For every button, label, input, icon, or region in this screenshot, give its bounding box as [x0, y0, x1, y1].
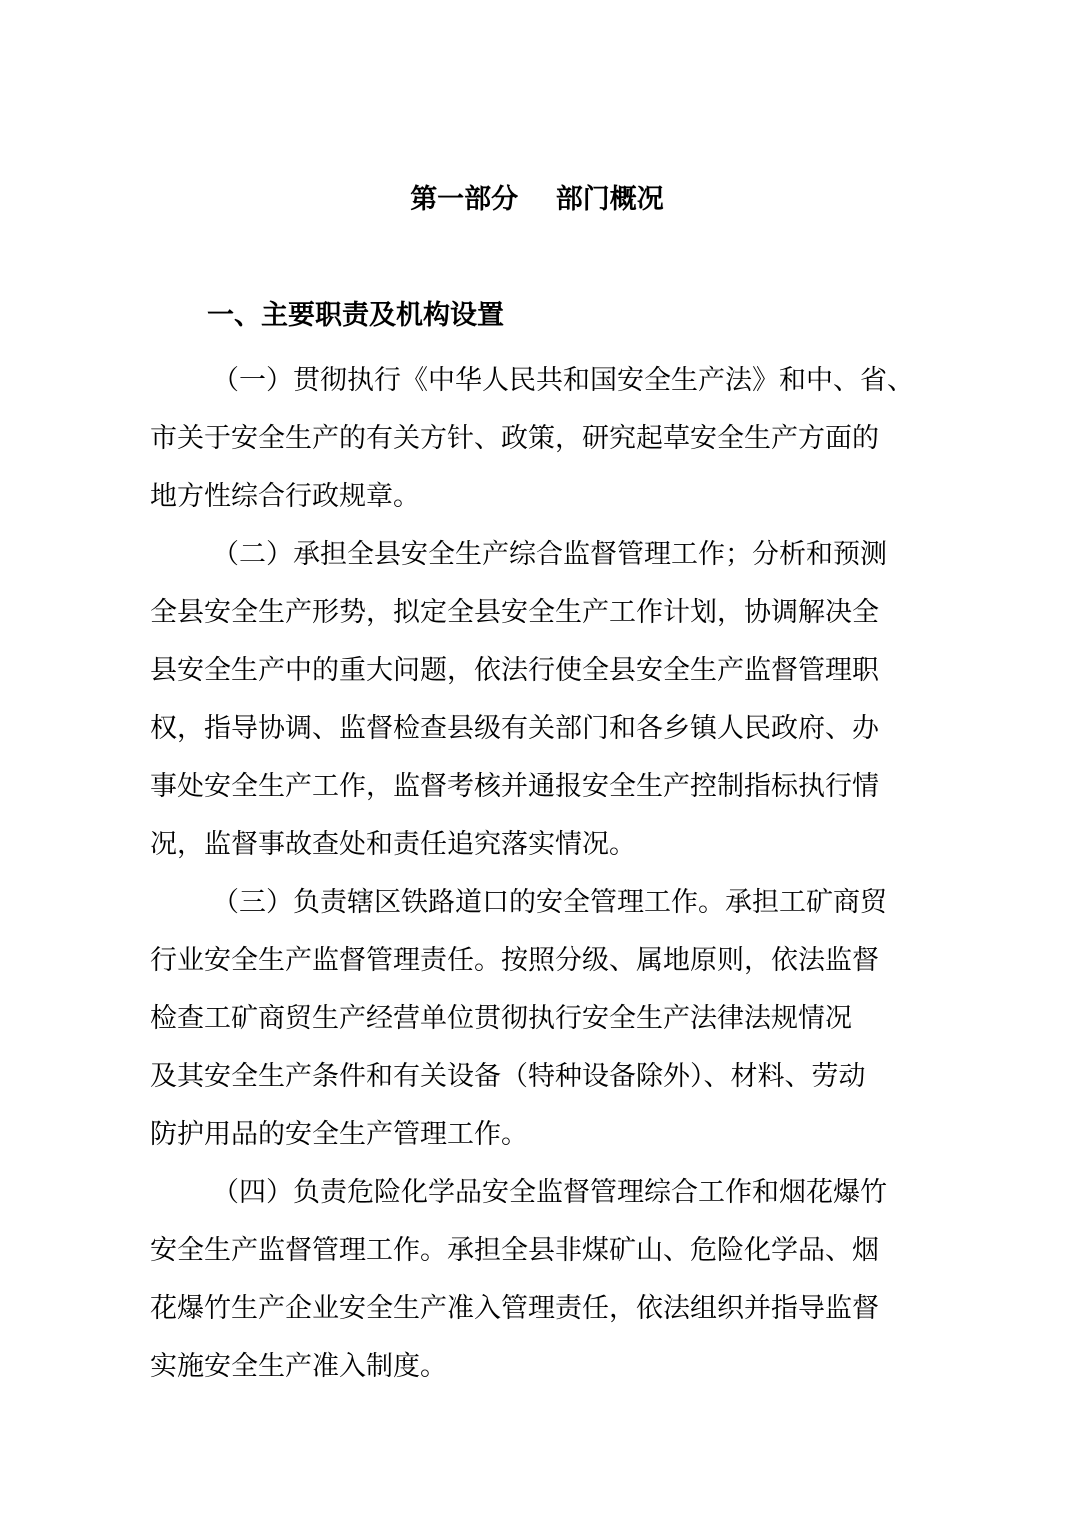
paragraph-line: 检查工矿商贸生产经营单位贯彻执行安全生产法律法规情况: [150, 1003, 852, 1034]
paragraph-line: 权，指导协调、监督检查县级有关部门和各乡镇人民政府、办: [150, 713, 879, 744]
paragraph-line: 况，监督事故查处和责任追究落实情况。: [150, 829, 636, 860]
paragraph-line: 实施安全生产准入制度。: [150, 1351, 447, 1382]
paragraph-line: 地方性综合行政规章。: [150, 481, 420, 512]
paragraph-1: [150, 352, 930, 526]
paragraph-line: 市关于安全生产的有关方针、政策，研究起草安全生产方面的: [150, 423, 879, 454]
paragraph-line: 行业安全生产监督管理责任。按照分级、属地原则，依法监督: [150, 945, 879, 976]
paragraph-line: （四）负责危险化学品安全监督管理综合工作和烟花爆竹: [212, 1177, 887, 1208]
paragraph-3: [150, 874, 930, 1164]
paragraph-line: 事处安全生产工作，监督考核并通报安全生产控制指标执行情: [150, 771, 879, 802]
paragraph-line: 安全生产监督管理工作。承担全县非煤矿山、危险化学品、烟: [150, 1235, 879, 1266]
paragraph-line: （二）承担全县安全生产综合监督管理工作；分析和预测: [212, 539, 887, 570]
paragraph-4: [150, 1164, 930, 1396]
paragraph-line: （三）负责辖区铁路道口的安全管理工作。承担工矿商贸: [212, 887, 887, 918]
paragraph-2: [150, 526, 930, 874]
paragraph-line: 及其安全生产条件和有关设备（特种设备除外）、材料、劳动: [150, 1061, 866, 1092]
page-title: 第一部分 部门概况: [410, 184, 664, 215]
paragraph-line: 防护用品的安全生产管理工作。: [150, 1119, 528, 1150]
paragraph-line: 花爆竹生产企业安全生产准入管理责任，依法组织并指导监督: [150, 1293, 879, 1324]
paragraph-line: 全县安全生产形势，拟定全县安全生产工作计划，协调解决全: [150, 597, 879, 628]
paragraph-line: 县安全生产中的重大问题，依法行使全县安全生产监督管理职: [150, 655, 879, 686]
body-text: [150, 352, 930, 1396]
section-heading: 一、主要职责及机构设置: [207, 300, 504, 331]
paragraph-line: （一）贯彻执行《中华人民共和国安全生产法》和中、省、: [212, 365, 914, 396]
